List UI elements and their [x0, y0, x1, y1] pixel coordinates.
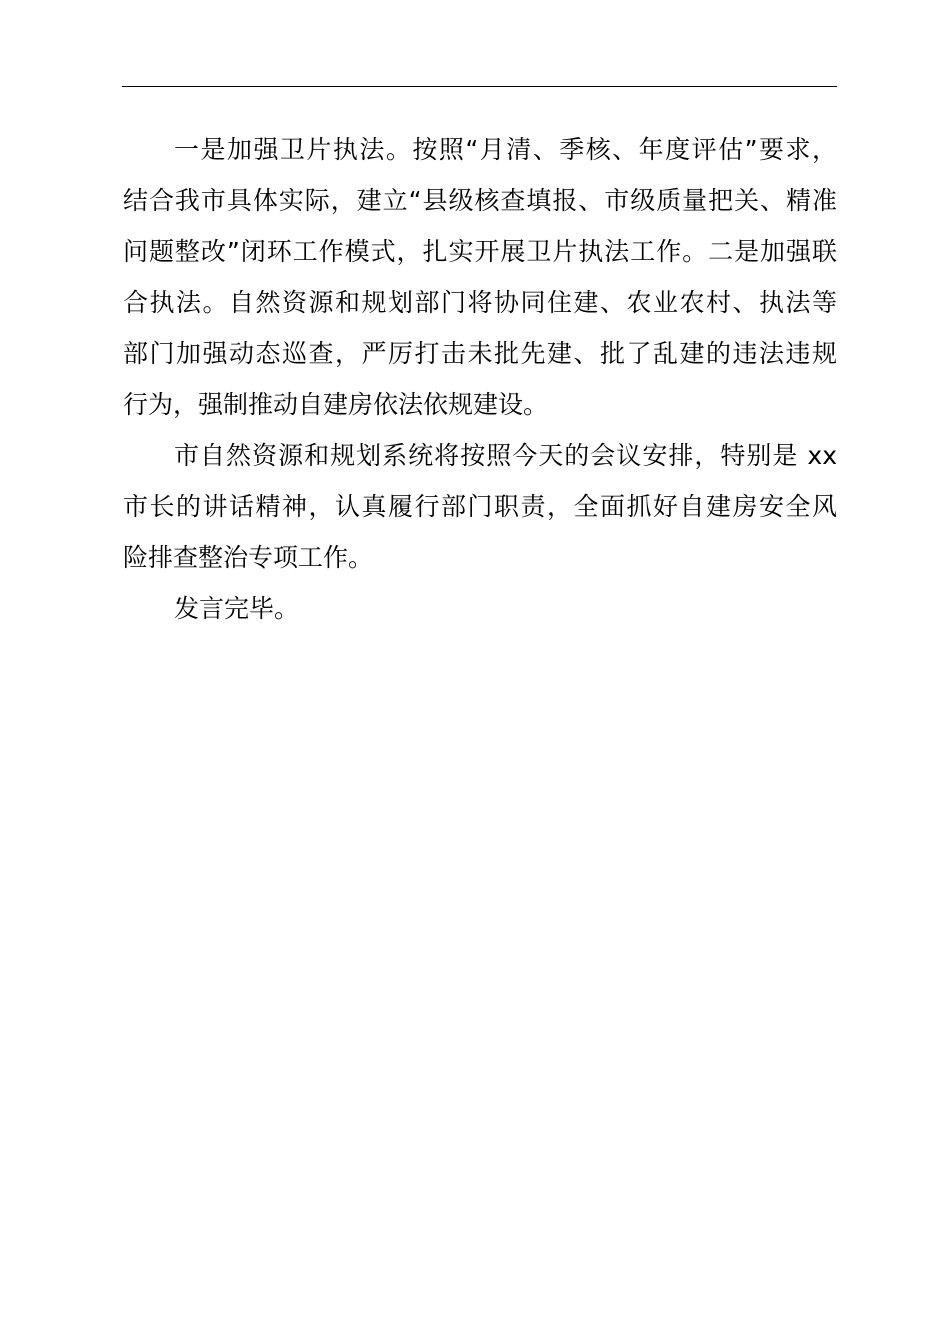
- paragraph-line: 市长的讲话精神，认真履行部门职责，全面抓好自建房安全风: [123, 492, 837, 521]
- paragraph-line: 一是加强卫片执法。按照“月清、季核、年度评估”要求，: [174, 135, 837, 164]
- paragraph-line: 险排查整治专项工作。: [123, 543, 374, 572]
- closing-line: 发言完毕。: [174, 594, 300, 623]
- paragraph-closing: [123, 583, 837, 634]
- header-rule: [122, 86, 837, 87]
- document-body: [123, 124, 837, 634]
- paragraph-line: 部门加强动态巡查，严厉打击未批先建、批了乱建的违法违规: [123, 339, 837, 368]
- paragraph-line: 市自然资源和规划系统将按照今天的会议安排，特别是 xx: [174, 441, 837, 470]
- paragraph-line: 问题整改”闭环工作模式，扎实开展卫片执法工作。二是加强联: [123, 237, 837, 266]
- paragraph-line: 行为，强制推动自建房依法依规建设。: [123, 390, 549, 419]
- paragraph-enforcement: [123, 124, 837, 430]
- paragraph-line: 合执法。自然资源和规划部门将协同住建、农业农村、执法等: [123, 288, 837, 317]
- paragraph-commitment: [123, 430, 837, 583]
- paragraph-line: 结合我市具体实际，建立“县级核查填报、市级质量把关、精准: [123, 186, 837, 215]
